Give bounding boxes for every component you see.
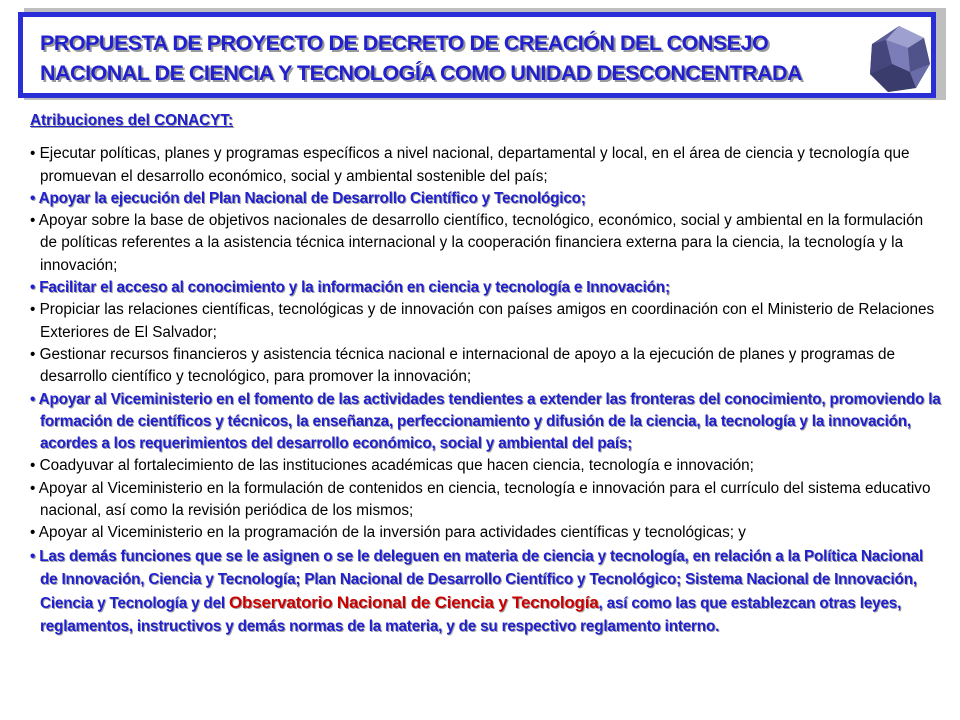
item-text: Coadyuvar al fortalecimiento de las instituciones académicas que hacen ciencia, tecnología e innovación;: [39, 457, 754, 475]
list-item: [30, 210, 942, 277]
list-item: [30, 522, 942, 544]
bullet: •: [30, 145, 36, 163]
item-text: Apoyar al Viceministerio en la programación de la inversión para actividades científicas y tecnológicas; y: [38, 524, 746, 542]
item-text: Apoyar sobre la base de objetivos nacionales de desarrollo científico, tecnológico, económico, social y ambiental en la formulación de políticas referentes a la asistencia técnica internacional y la cooperación financiera externa para la ciencia, la tecnología y la innovación;: [38, 212, 924, 274]
bullet: •: [30, 547, 36, 565]
list-item-highlighted: [30, 545, 942, 638]
bullet: •: [30, 345, 36, 363]
bullet: •: [30, 212, 36, 230]
page-title: [40, 28, 850, 88]
bullet: •: [30, 279, 36, 297]
item-text: Propiciar las relaciones científicas, tecnológicas y de innovación con países amigos en coordinación con el Ministerio de Relaciones Exteriores de El Salvador;: [39, 301, 935, 341]
item-text: Las demás funciones que se le asignen o se le deleguen en materia de ciencia y tecnología, en relación a la Política Nacional de Innovación, Ciencia y Tecnología; Plan Nacional de Desarrollo Científico y Tecnológico; Sistema Nacional de Innovación, Ciencia y Tecnología y del: [39, 547, 924, 612]
list-item-highlighted: [30, 277, 942, 299]
list-item-highlighted: [30, 188, 942, 210]
title-line-2: NACIONAL DE CIENCIA Y TECNOLOGÍA COMO UNIDAD DESCONCENTRADA: [40, 61, 803, 85]
item-text: Ejecutar políticas, planes y programas específicos a nivel nacional, departamental y local, en el área de ciencia y tecnología que promuevan el desarrollo económico, social y ambiental sostenible del país;: [39, 145, 910, 185]
bullet: •: [30, 457, 36, 475]
section-heading: Atribuciones del CONACYT:: [30, 112, 234, 129]
list-item: [30, 143, 942, 188]
title-line-1: PROPUESTA DE PROYECTO DE DECRETO DE CREACIÓN DEL CONSEJO: [40, 31, 769, 55]
bullet: •: [30, 189, 36, 207]
item-text: Apoyar al Viceministerio en la formulación de contenidos en ciencia, tecnología e innovación para el currículo del sistema educativo nacional, así como la revisión periódica de los mismos;: [38, 479, 931, 520]
bullet: •: [30, 524, 36, 542]
list-item: [30, 455, 942, 477]
item-text: Apoyar la ejecución del Plan Nacional de Desarrollo Científico y Tecnológico;: [38, 189, 586, 207]
list-item-highlighted: [30, 389, 942, 456]
item-text: Gestionar recursos financieros y asistencia técnica nacional e internacional de apoyo a la ejecución de planes y programas de desarrollo científico y tecnológico, para promover la innovación;: [39, 345, 896, 386]
list-item: [30, 478, 942, 523]
bullet: •: [30, 301, 36, 319]
bullet: •: [30, 390, 36, 408]
item-text: Facilitar el acceso al conocimiento y la información en ciencia y tecnología e Innovación;: [39, 279, 670, 297]
list-item: [30, 299, 942, 344]
attributions-content: [30, 110, 942, 638]
item-text: Apoyar al Viceministerio en el fomento de las actividades tendientes a extender las fronteras del conocimiento, promoviendo la formación de científicos y técnicos, la enseñanza, perfeccionamiento y difusión de la ciencia, la tecnología y la innovación, acordes a los requerimientos del desarrollo económico, social y ambiental del país;: [38, 390, 941, 453]
observatory-name: Observatorio Nacional de Ciencia y Tecnología: [229, 592, 599, 612]
list-item: [30, 344, 942, 389]
item-text-end: , así como las que establezcan otras leyes, reglamentos, instructivos y demás normas de la materia, y de su respectivo reglamento interno.: [40, 594, 902, 635]
bullet: •: [30, 479, 36, 497]
gem-icon: [866, 24, 932, 94]
